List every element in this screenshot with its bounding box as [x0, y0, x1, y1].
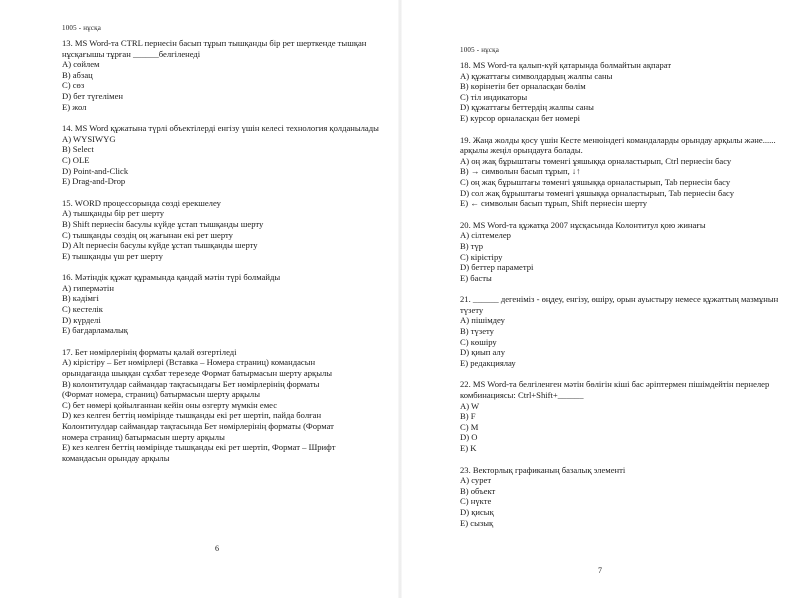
question-text: 16. Мәтіндік құжат құрамында қандай мәтін түрі болмайды — [62, 272, 281, 283]
question-block — [460, 220, 790, 284]
question-text: 19. Жаңа жолды қосу үшін Кесте менюіндегі командаларды орындау арқылы және...... арқылы жеңіл орындауға болады. — [460, 134, 776, 156]
answer-option: D) құжаттағы беттердің жалпы саны — [460, 102, 594, 113]
question-block — [62, 272, 390, 336]
answer-option: A) құжаттағы символдардың жалпы саны — [460, 70, 613, 81]
answer-option: C) M — [460, 421, 479, 432]
answer-option: C) тышқанды сөздің оң жағынан екі рет шерту — [62, 229, 233, 240]
page-right — [400, 0, 800, 598]
answer-option: D) күрделі — [62, 314, 101, 325]
question-block — [460, 294, 790, 368]
answer-option: E) бағдарламалық — [62, 325, 128, 336]
question-block — [62, 347, 390, 464]
question-block — [460, 60, 790, 124]
answer-options — [460, 71, 790, 124]
answer-option: B) объект — [460, 485, 496, 496]
question-text: 18. MS Word-та қалып-күй қатарында болмайтын ақпарат — [460, 60, 672, 70]
answer-options — [62, 283, 390, 336]
answer-options — [62, 134, 390, 187]
answer-option: C) оң жақ бұрыштағы төменгі ұяшыққа орналастырып, Tab пернесін басу — [460, 176, 731, 187]
answer-option: A) пішімдеу — [460, 315, 505, 326]
answer-option: (Формат номера, страниц) батырмасын шерту арқылы — [62, 389, 260, 400]
answer-options — [460, 230, 790, 283]
answer-option: C) сөз — [62, 80, 85, 91]
answer-option: командасын орындау арқылы — [62, 452, 170, 463]
question-list — [62, 38, 390, 463]
answer-option: A) сілтемелер — [460, 230, 511, 241]
question-block — [460, 379, 790, 453]
question-text: 17. Бет нөмірлерінің форматы қалай өзгертіледі — [62, 346, 237, 357]
question-text: 20. MS Word-та құжатқа 2007 нұсқасында Колонтитул қою жинағы — [460, 219, 706, 230]
answer-option: A) оң жақ бұрыштағы төменгі ұяшыққа орналастырып, Ctrl пернесін басу — [460, 155, 732, 166]
answer-option: E) Drag-and-Drop — [62, 176, 126, 187]
answer-option: E) курсор орналасқан бет нөмері — [460, 112, 581, 123]
answer-options — [62, 357, 390, 463]
answer-options — [460, 475, 790, 528]
page-number: 6 — [215, 544, 219, 553]
page-header: 1005 - нұсқа — [62, 24, 102, 32]
page-header: 1005 - нұсқа — [460, 46, 500, 54]
answer-option: Колонтитулдар саймандар тақтасында Бет нөмірлерінің форматы (Формат — [62, 421, 334, 431]
answer-option: B) кәдімгі — [62, 293, 99, 304]
answer-option: A) гипермәтін — [62, 282, 114, 293]
question-block — [62, 123, 390, 187]
answer-option: A) сурет — [460, 475, 492, 486]
answer-option: E) жол — [62, 101, 87, 112]
question-list — [460, 60, 790, 528]
answer-option: A) W — [460, 400, 480, 411]
answer-option: B) Shift пернесін басулы күйде ұстап тышқанды шерту — [62, 218, 264, 229]
answer-option: B) колонтитулдар саймандар тақтасындағы Бет нөмірлерінің форматы — [62, 378, 320, 389]
answer-option: E) басты — [460, 272, 492, 283]
question-text: 23. Векторлық графиканың базалық элементі — [460, 464, 626, 475]
answer-option: B) Select — [62, 144, 94, 155]
answer-option: B) абзац — [62, 69, 93, 80]
answer-option: B) түзету — [460, 326, 494, 337]
answer-option: номера страниц) батырмасын шерту арқылы — [62, 431, 225, 442]
answer-option: C) кірістіру — [460, 251, 503, 262]
answer-option: A) кірістіру – Бет нөмірлері (Вставка – Номера страниц) командасын — [62, 357, 316, 368]
answer-option: E) кез келген беттің нөмірінде тышқанды екі рет шертіп, Формат – Шрифт — [62, 442, 336, 453]
question-block — [460, 135, 790, 209]
answer-options — [62, 208, 390, 261]
answer-option: A) тышқанды бір рет шерту — [62, 208, 165, 219]
answer-option: D) бет түгелімен — [62, 90, 123, 101]
answer-options — [460, 315, 790, 368]
answer-options — [62, 59, 390, 112]
answer-option: D) қисық — [460, 506, 494, 517]
answer-option: C) нүкте — [460, 496, 492, 507]
answer-option: C) көшіру — [460, 336, 497, 347]
answer-option: E) ← символын басып тұрып, Shift пернесін шерту — [460, 198, 648, 209]
question-block — [62, 38, 390, 112]
answer-option: C) OLE — [62, 154, 90, 165]
question-text: 21. ______ дегеніміз - өңдеу, енгізу, өшіру, орын ауыстыру немесе құжаттың мазмұнын түзету — [460, 294, 779, 315]
answer-option: A) сөйлем — [62, 59, 100, 70]
question-text: 22. MS Word-та белгіленген мәтін бөлігін кіші бас әріптермен пішімдейтін пернелер комбинациясы: Ctrl+Shift+______ — [460, 379, 770, 401]
answer-option: D) кез келген беттің нөмірінде тышқанды екі рет шертіп, пайда болған — [62, 410, 322, 421]
answer-option: D) беттер параметрі — [460, 262, 534, 273]
question-block — [62, 198, 390, 262]
answer-option: D) қиып алу — [460, 347, 505, 358]
answer-option: C) бет нөмері қойылғаннан кейін оны өзгерту мүмкін емес — [62, 399, 278, 410]
answer-option: E) сызық — [460, 517, 494, 528]
answer-option: C) тіл индикаторы — [460, 91, 528, 102]
question-block — [460, 465, 790, 529]
answer-option: орындағанда шыққан сұхбат терезеде Формат батырмасын шерту арқылы — [62, 368, 333, 379]
answer-option: C) кестелік — [62, 304, 103, 315]
answer-option: E) редакциялау — [460, 357, 516, 368]
answer-option: B) → символын басып тұрып, ↓↑ — [460, 166, 581, 177]
answer-option: D) Point-and-Click — [62, 165, 129, 176]
answer-option: B) түр — [460, 240, 484, 251]
answer-option: D) Alt пернесін басулы күйде ұстап тышқанды шерту — [62, 240, 258, 251]
question-text: 13. MS Word-та CTRL пернесін басып тұрып тышқанды бір рет шерткенде тышқан нұсқағышы тұрған ______белгіленеді — [62, 38, 367, 59]
answer-option: B) F — [460, 411, 476, 422]
question-text: 14. MS Word құжатына түрлі объектілерді енгізу үшін келесі технология қолданылады — [62, 123, 379, 134]
page-number: 7 — [598, 566, 602, 575]
question-text: 15. WORD процессорында сөзді ерекшелеу — [62, 197, 221, 208]
answer-option: A) WYSIWYG — [62, 133, 116, 144]
answer-options — [460, 156, 790, 209]
answer-option: B) көрінетін бет орналасқан бөлім — [460, 81, 586, 92]
answer-option: D) сол жақ бұрыштағы төменгі ұяшыққа орналастырып, Tab пернесін басу — [460, 187, 735, 198]
answer-option: E) K — [460, 443, 477, 453]
answer-option: E) тышқанды үш рет шерту — [62, 250, 163, 261]
answer-options — [460, 401, 790, 454]
answer-option: D) O — [460, 432, 478, 443]
